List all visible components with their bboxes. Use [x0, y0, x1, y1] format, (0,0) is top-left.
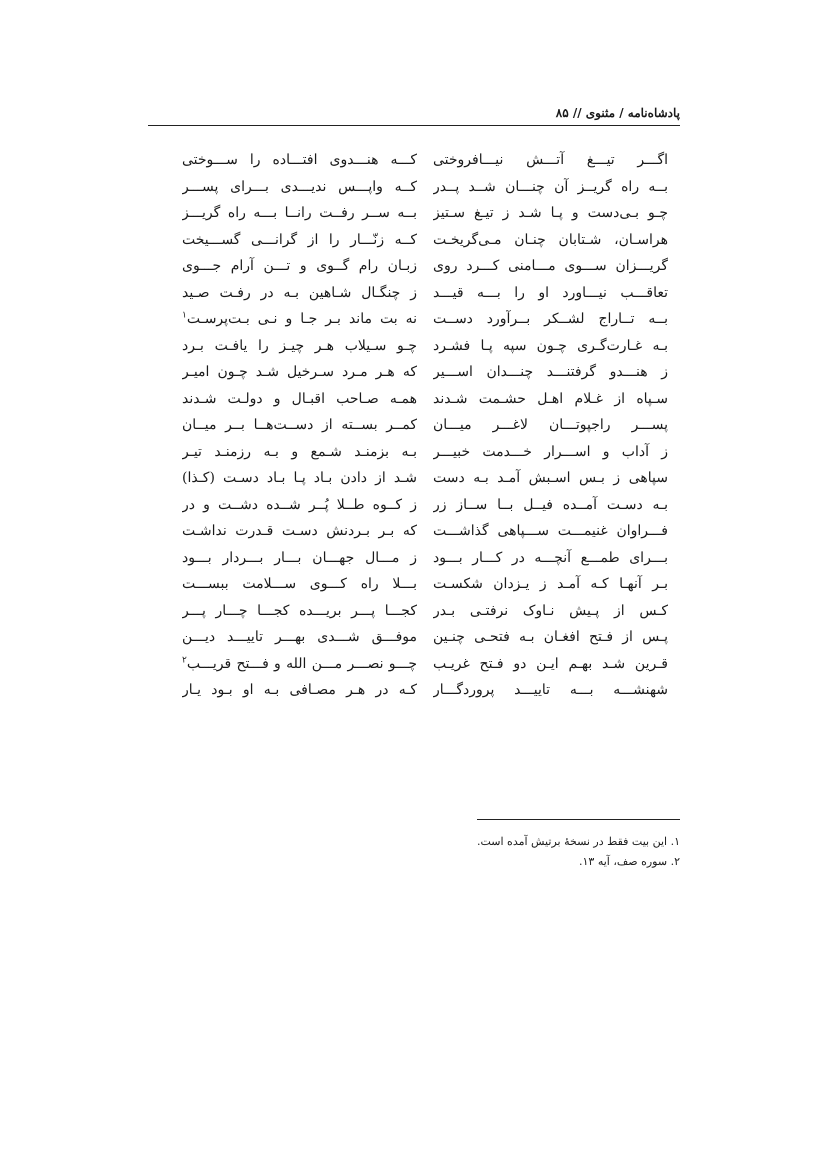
second-hemistich [182, 465, 417, 492]
hemistich-text: چـو بـی‌دست و پـا شـد ز تیـغ سـتیز [433, 205, 668, 221]
second-hemistich [182, 200, 417, 227]
hemistich-text: که بـر بـردنش دسـت قـدرت نداشـت [182, 523, 417, 539]
first-hemistich [433, 359, 668, 386]
second-hemistich [182, 147, 417, 174]
right-hemistich-column [433, 147, 668, 704]
hemistich-text: تعاقـــب نیـــاورد او را بـــه قیـــد [433, 284, 668, 301]
hemistich-text: که هـر مـرد سـرخیل شـد چـون امیـر [182, 364, 417, 380]
hemistich-text: کــه واپـــس ندیـــدی بـــرای پســـر [182, 178, 417, 195]
footnote-marker: ۱ [182, 310, 187, 321]
second-hemistich [182, 598, 417, 625]
hemistich-text: ز هنـــدو گرفتنـــد چنـــدان اســـیر [433, 364, 668, 380]
hemistich-text: بــه راه گریــز آن چنـــان شــد پــدر [433, 178, 668, 195]
footnote: ۱. این بیت فقط در نسخهٔ برتیش آمده است. [476, 835, 680, 848]
hemistich-text: سـپاه از غـلام اهـل حشـمت شـدند [433, 390, 668, 407]
footnotes [420, 832, 680, 872]
hemistich-text: نه بت ماند بـر جـا و نـی بـت‌پرسـت [186, 311, 417, 327]
hemistich-text: پســـر راجپوتـــان لاغـــر میـــان [433, 417, 668, 433]
hemistich-text: بـه غـارت‌گـری چـون سپه پـا فشـرد [433, 337, 668, 354]
hemistich-text: چـــو نصـــر مـــن الله و فـــتح قریـــب [186, 655, 417, 672]
first-hemistich [433, 227, 668, 254]
hemistich-text: ز آداب و اســـرار خـــدمت خبیـــر [433, 443, 668, 460]
hemistich-text: کـــه هنـــدوی افتـــاده را ســـوختی [182, 152, 417, 168]
second-hemistich [182, 280, 417, 307]
second-hemistich [182, 227, 417, 254]
second-hemistich [182, 651, 417, 678]
first-hemistich [433, 518, 668, 545]
hemistich-text: اگـــر تیـــغ آتـــش نیـــافروختی [433, 152, 668, 168]
left-hemistich-column [182, 147, 417, 704]
first-hemistich [433, 280, 668, 307]
hemistich-text: بــه ســر رفــت رانــا بـــه راه گریـــز [182, 205, 417, 221]
second-hemistich [182, 174, 417, 201]
hemistich-text: کمــر بســته از دســت‌هــا بــر میــان [182, 417, 417, 433]
first-hemistich [433, 651, 668, 678]
second-hemistich [182, 518, 417, 545]
first-hemistich [433, 677, 668, 704]
hemistich-text: چـو سـیلاب هـر چیـز را یافـت بـرد [182, 337, 417, 354]
hemistich-text: بـر آنهـا کـه آمـد ز یـزدان شکسـت [433, 576, 668, 592]
hemistich-text: هراسـان، شـتابان چنـان مـی‌گریخـت [433, 231, 668, 248]
hemistich-text: شهنشـــه بـــه تاییـــد پروردگـــار [433, 682, 668, 698]
footnote: ۲. سوره صف، آیه ۱۳. [579, 855, 680, 868]
second-hemistich [182, 439, 417, 466]
first-hemistich [433, 465, 668, 492]
first-hemistich [433, 598, 668, 625]
hemistich-text: کجـــا پـــر بریـــده کجـــا چـــار پـــر [182, 602, 417, 619]
hemistich-text: سپاهی ز بـس اسـبش آمـد بـه دست [433, 470, 668, 486]
hemistich-text: ز چنگـال شـاهین بـه در رفـت صـید [182, 284, 417, 301]
first-hemistich [433, 439, 668, 466]
hemistich-text: گریـــزان ســـوی مـــامنی کـــرد روی [433, 258, 668, 274]
hemistich-text: کــه زنّـــار را از گرانـــی گســـیخت [182, 231, 417, 248]
hemistich-text: پـس از فـتح افغـان بـه فتحـی چنـین [433, 629, 668, 645]
hemistich-text: بــه تــاراج لشــکر بــرآورد دســت [433, 311, 668, 327]
footnote-rule [477, 819, 680, 820]
first-hemistich [433, 412, 668, 439]
hemistich-text: ز کــوه طــلا پُــر شــده دشــت و در [182, 496, 417, 513]
first-hemistich [433, 545, 668, 572]
hemistich-text: بـه دسـت آمــده فیــل بــا ســاز زر [433, 496, 668, 513]
hemistich-text: بـه بزمنـد شـمع و بـه رزمنـد تیـر [182, 443, 417, 460]
first-hemistich [433, 253, 668, 280]
running-title: پادشاه‌نامه / مثنوی // ۸۵ [555, 106, 680, 120]
first-hemistich [433, 147, 668, 174]
second-hemistich [182, 333, 417, 360]
second-hemistich [182, 306, 417, 333]
second-hemistich [182, 359, 417, 386]
hemistich-text: ز مـــال جهـــان بـــار بـــردار بـــود [182, 549, 417, 566]
hemistich-text: بـــرای طمـــع آنچـــه در کـــار بـــود [433, 549, 668, 566]
first-hemistich [433, 306, 668, 333]
second-hemistich [182, 386, 417, 413]
hemistich-text: زبـان رام گــوی و تـــن آرام جـــوی [182, 258, 417, 274]
first-hemistich [433, 624, 668, 651]
footnote-marker: ۲ [182, 654, 187, 665]
first-hemistich [433, 386, 668, 413]
second-hemistich [182, 412, 417, 439]
first-hemistich [433, 174, 668, 201]
hemistich-text: کـس از پـیش نـاوک نرفتـی بـدر [433, 602, 668, 619]
second-hemistich [182, 571, 417, 598]
hemistich-text: موفـــق شـــدی بهـــر تاییـــد دیـــن [182, 629, 417, 645]
hemistich-text: شـد از دادن بـاد پـا بـاد دسـت (کـذا) [182, 470, 417, 486]
hemistich-text: همـه صـاحب اقبـال و دولـت شـدند [182, 390, 417, 407]
header-rule [148, 125, 680, 126]
first-hemistich [433, 200, 668, 227]
first-hemistich [433, 333, 668, 360]
first-hemistich [433, 571, 668, 598]
hemistich-text: کـه در هـر مصـافی بـه او بـود یـار [182, 682, 417, 698]
hemistich-text: قـرین شـد بهـم ایـن دو فـتح غریـب [433, 655, 668, 672]
hemistich-text: بـــلا راه کـــوی ســـلامت ببســـت [182, 576, 417, 592]
second-hemistich [182, 253, 417, 280]
second-hemistich [182, 492, 417, 519]
hemistich-text: فـــراوان غنیمـــت ســـپاهی گذاشـــت [433, 523, 668, 539]
running-header [148, 103, 680, 123]
second-hemistich [182, 677, 417, 704]
second-hemistich [182, 545, 417, 572]
second-hemistich [182, 624, 417, 651]
first-hemistich [433, 492, 668, 519]
